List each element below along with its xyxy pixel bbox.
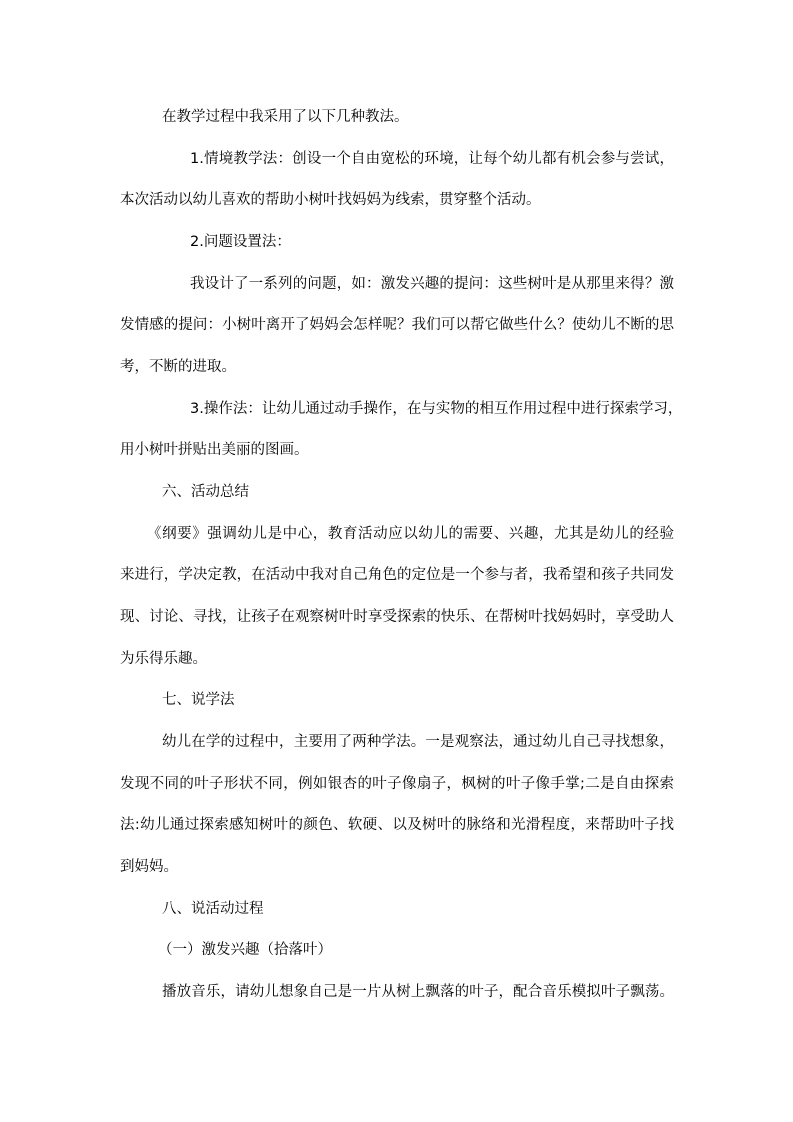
section-heading: 八、说活动过程: [162, 901, 264, 917]
paragraph-line: 用小树叶拼贴出美丽的图画。: [120, 442, 309, 458]
paragraph-line: 幼儿在学的过程中，主要用了两种学法。一是观察法，通过幼儿自己寻找想象，: [162, 734, 674, 750]
paragraph-line: 法:幼儿通过探索感知树叶的颜色、软硬、以及树叶的脉络和光滑程度，来帮助叶子找: [120, 817, 674, 833]
paragraph-line: 为乐得乐趣。: [120, 651, 207, 667]
paragraph-line: 现、讨论、寻找，让孩子在观察树叶时享受探索的快乐、在帮树叶找妈妈时，享受助人: [120, 609, 674, 625]
paragraph-line: 《纲要》强调幼儿是中心，教育活动应以幼儿的需要、兴趣，尤其是幼儿的经验: [147, 526, 674, 542]
section-heading: 2.问题设置法：: [190, 234, 291, 250]
paragraph-line: 我设计了一系列的问题，如：激发兴趣的提问：这些树叶是从那里来得？激: [190, 276, 674, 292]
section-heading: 七、说学法: [162, 692, 235, 708]
paragraph-line: 播放音乐，请幼儿想象自己是一片从树上飘落的叶子，配合音乐模拟叶子飘荡。: [162, 984, 674, 1000]
paragraph-line: 本次活动以幼儿喜欢的帮助小树叶找妈妈为线索，贯穿整个活动。: [120, 192, 541, 208]
paragraph-line: 发情感的提问：小树叶离开了妈妈会怎样呢？我们可以帮它做些什么？使幼儿不断的思: [120, 317, 674, 333]
paragraph-line: 发现不同的叶子形状不同，例如银杏的叶子像扇子，枫树的叶子像手掌;二是自由探索: [120, 776, 674, 792]
paragraph-line: 来进行，学决定教，在活动中我对自己角色的定位是一个参与者，我希望和孩子共同发: [120, 567, 674, 583]
paragraph-line: 在教学过程中我采用了以下几种教法。: [162, 109, 409, 125]
subsection-heading: （一）激发兴趣（拾落叶）: [158, 942, 332, 958]
paragraph-line: 1.情境教学法：创设一个自由宽松的环境，让每个幼儿都有机会参与尝试，: [190, 151, 674, 167]
paragraph-line: 考，不断的进取。: [120, 359, 236, 375]
paragraph-line: 3.操作法：让幼儿通过动手操作，在与实物的相互作用过程中进行探索学习，: [190, 401, 683, 417]
section-heading: 六、活动总结: [162, 484, 249, 500]
paragraph-line: 到妈妈。: [120, 859, 178, 875]
